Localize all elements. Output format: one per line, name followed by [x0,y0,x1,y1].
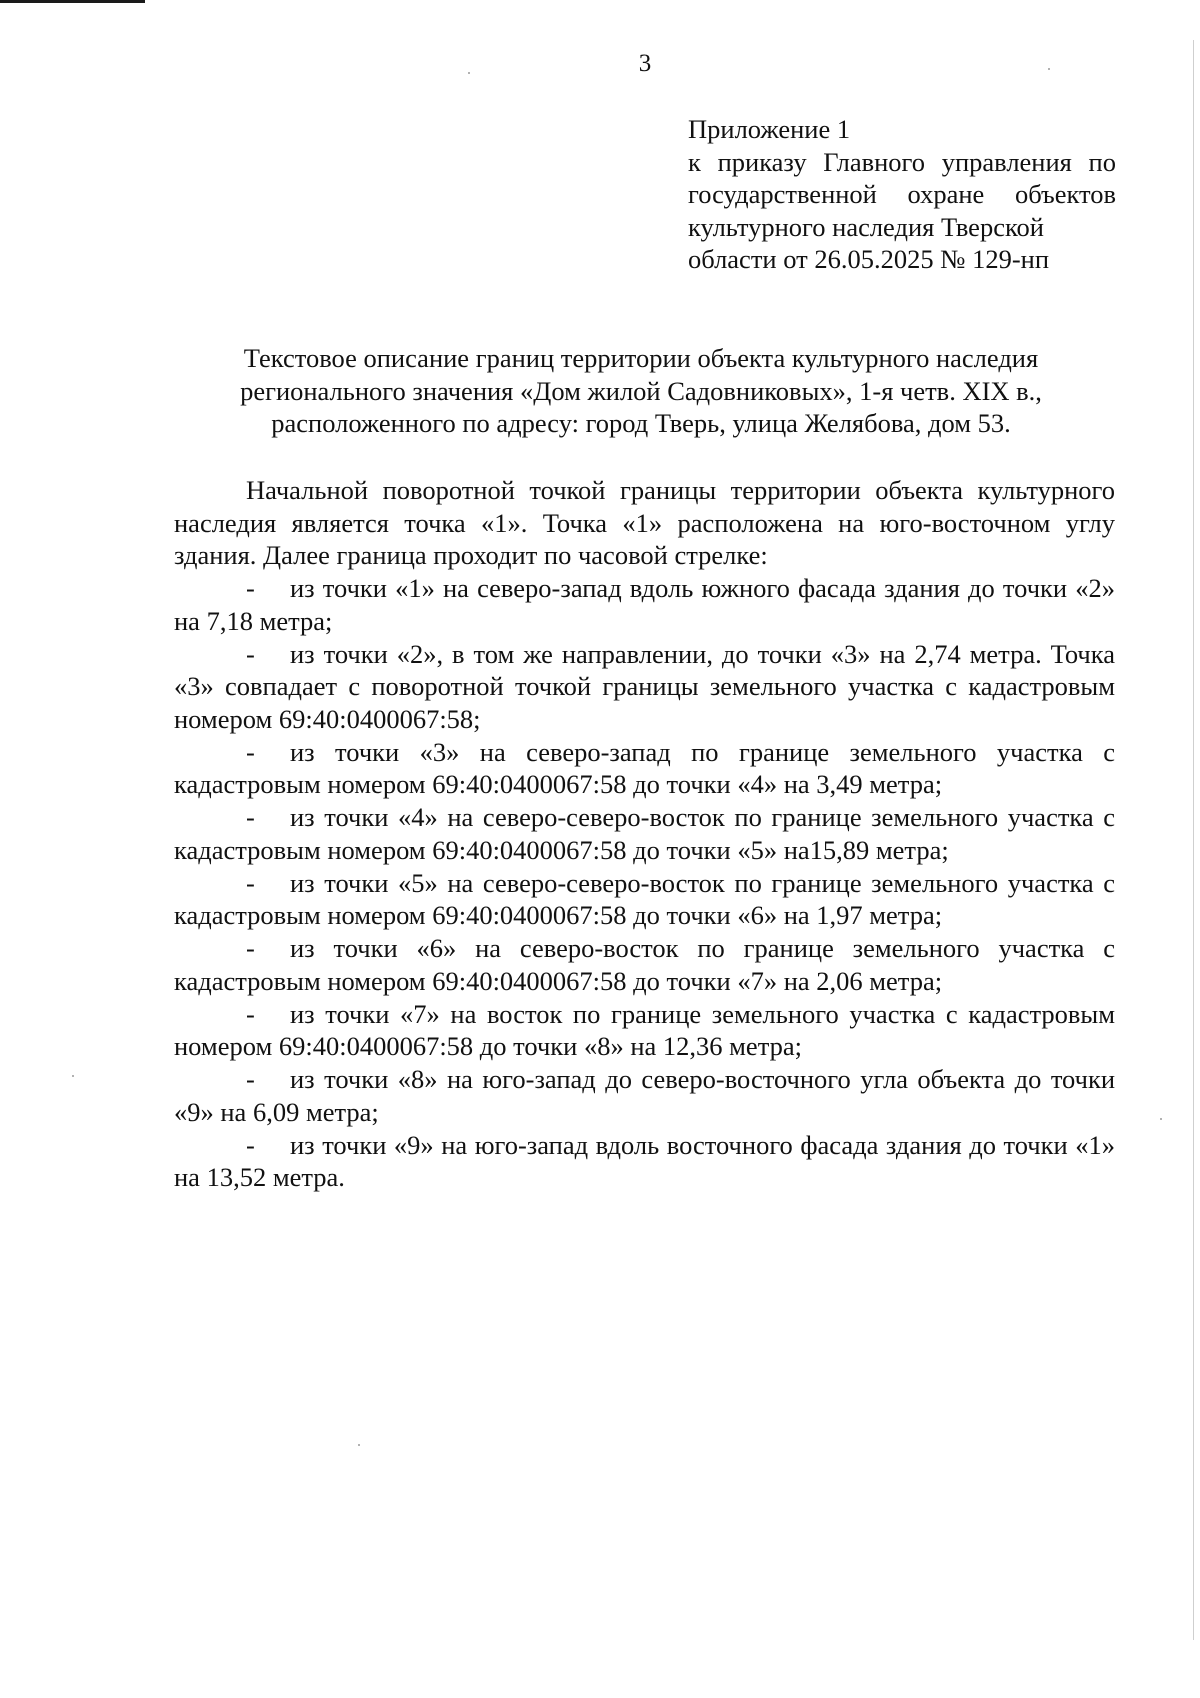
appendix-line-3: области от 26.05.2025 № 129-нп [688,244,1050,274]
list-dash: - [246,1129,255,1160]
document-title [170,342,1112,440]
list-dash: - [246,1064,255,1094]
boundary-item-9 [174,1129,1115,1194]
scan-speck [358,1444,360,1446]
intro-paragraph: Начальной поворотной точкой границы территории объекта культурного наследия является точка «1». Точка «1» расположена на юго-восточном углу здания. Далее граница проходит по часовой стрелке: [174,475,1115,570]
document-body [174,474,1115,1194]
title-line-1: Текстовое описание границ территории объекта культурного наследия [243,343,1039,373]
boundary-item-text: из точки «7» на восток по границе земельного участка с кадастровым номером 69:40:0400067:58 до точки «8» на 12,36 метра; [174,998,1115,1061]
boundary-item-3 [174,736,1115,801]
boundary-item-2 [174,638,1115,736]
boundary-item-text: из точки «9» на юго-запад вдоль восточного фасада здания до точки «1» на 13,52 метра. [174,1129,1115,1192]
list-dash: - [246,802,255,832]
boundary-item-text: из точки «8» на юго-запад до северо-восточного угла объекта до точки «9» на 6,09 метра; [174,1064,1115,1127]
boundary-item-text: из точки «5» на северо-северо-восток по границе земельного участка с кадастровым номером 69:40:0400067:58 до точки «6» на 1,97 метра; [174,867,1115,930]
boundary-item-8 [174,1063,1115,1128]
boundary-item-7 [174,998,1115,1063]
list-dash: - [246,933,255,963]
title-line-3: расположенного по адресу: город Тверь, улица Желябова, дом 53. [271,408,1011,438]
page-number: 3 [638,50,652,77]
list-dash: - [246,736,255,767]
boundary-item-text: из точки «2», в том же направлении, до точки «3» на 2,74 метра. Точка «3» совпадает с поворотной точкой границы земельного участка с кадастровым номером 69:40:0400067:58; [174,638,1115,734]
list-dash: - [246,638,255,669]
list-dash: - [246,998,255,1029]
scan-speck [72,1075,74,1077]
appendix-line-1: Приложение 1 [688,114,851,144]
boundary-item-text: из точки «1» на северо-запад вдоль южного фасада здания до точки «2» на 7,18 метра; [174,573,1115,636]
scan-edge-line [1193,40,1194,1640]
boundary-item-6 [174,932,1115,997]
boundary-item-5 [174,867,1115,932]
boundary-item-text: из точки «4» на северо-северо-восток по границе земельного участка с кадастровым номером 69:40:0400067:58 до точки «5» на15,89 метра; [174,802,1115,865]
scan-edge-mark [0,0,145,3]
title-line-2: регионального значения «Дом жилой Садовниковых», 1-я четв. XIX в., [240,375,1042,406]
appendix-header [688,113,1116,276]
list-dash: - [246,573,255,603]
boundary-item-1 [174,572,1115,637]
boundary-item-4 [174,801,1115,866]
boundary-item-text: из точки «6» на северо-восток по границе земельного участка с кадастровым номером 69:40:0400067:58 до точки «7» на 2,06 метра; [174,933,1115,996]
appendix-line-2: к приказу Главного управления по государственной охране объектов культурного наследия Тверской [688,146,1116,242]
list-dash: - [246,867,255,898]
scan-speck [1160,1118,1162,1120]
boundary-item-text: из точки «3» на северо-запад по границе земельного участка с кадастровым номером 69:40:0400067:58 до точки «4» на 3,49 метра; [174,736,1115,799]
